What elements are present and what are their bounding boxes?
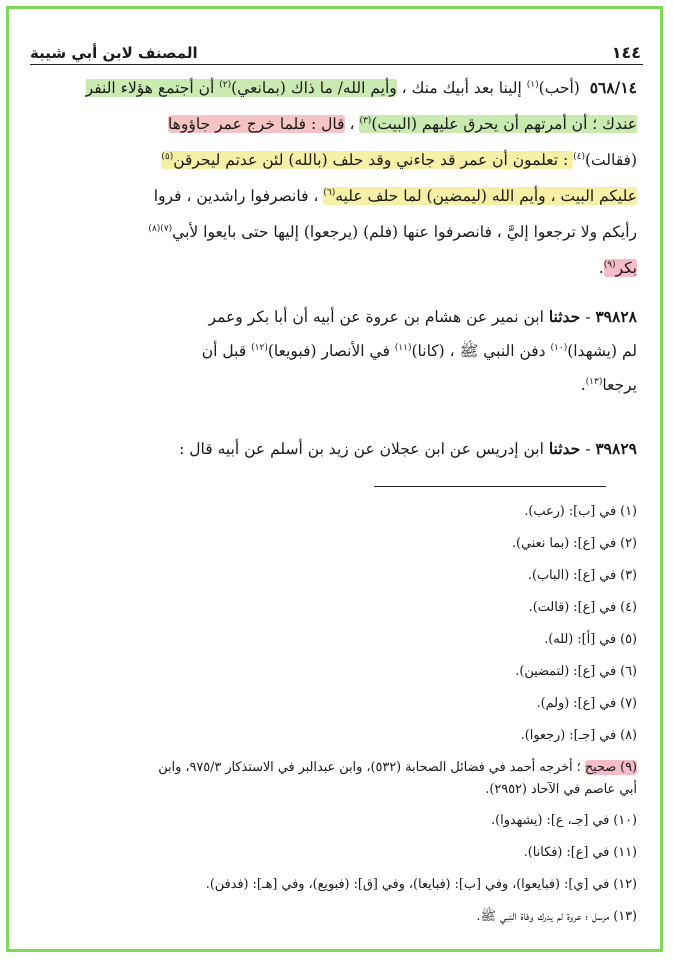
volume-page-ref: ٥٦٨/١٤ — [589, 78, 637, 97]
footnote-5: (٥) في [أ]: (لله). — [544, 632, 637, 647]
footnote-10: (١٠) في [جـ، ع]: (يشهدوا). — [491, 813, 637, 828]
footnote-1: (١) في [ب]: (رعب). — [524, 504, 637, 519]
dash: - — [580, 440, 596, 458]
highlight-yellow — [323, 187, 637, 205]
highlight-pink: (٩) صحيح — [584, 760, 637, 775]
footnote-13: (١٣) مرسل ؛ عروة لم يدرك وفاة النبي ﷺ. — [476, 909, 637, 924]
footnote-marker: (١) — [526, 79, 539, 90]
footnote-marker: (٦) — [323, 187, 336, 198]
footnote-marker: (٩) — [603, 259, 616, 270]
footnotes — [34, 496, 637, 933]
highlight-pink — [604, 259, 637, 277]
main-paragraph: ٥٦٨/١٤ (أحب)$^{(١)}$ إلينا بعد أبيك منك ، وأيم الله/ ما ذاك (بمانعي)$^{(٢)}$ أن أجتمع هؤلاء النفر عندك ؛ أن أمرتهم أن يحرق عليهم (البيت)$^{(٣)}$ ، قال : فلما خرج عمر جاؤوها (فقالت)$^{(٤)}$ : تعلمون أن عمر قد جاءني وقد حلف (بالله) لئن عدتم ليحرقن$^{(٥)}$ عليكم البيت ، وأيم الله (ليمضين) لما حلف عليه$^{(٦)}$ ، فانصرفوا راشدين ، فروا رأيكم ولا ترجعوا إليَّ ، فانصرفوا عنها (فلم) (يرجعوا) إليها حتى بايعوا لأبي$^{(٧)(٨)}$ بكر$^{(٩)}$. — [85, 78, 637, 277]
main-text — [34, 70, 637, 286]
footnote-marker: (١٢) — [251, 342, 268, 353]
text-segment: قبل أن — [201, 342, 252, 360]
footnote-12: (١٢) في [ي]: (فبايعوا)، وفي [ب]: (فبايعا)، وفي [ق]: (فبويع)، وفي [هـ]: (فدفن). — [205, 877, 637, 892]
text-segment: يرجعا — [602, 376, 637, 394]
narration-keyword: حدثنا — [548, 307, 581, 326]
hadith-number: ٣٩٨٢٩ — [595, 439, 637, 458]
text-segment: ابن نمير عن هشام بن عروة عن أبيه أن أبا بكر وعمر — [208, 308, 549, 326]
footnote-3: (٣) في [ع]: (الباب). — [527, 568, 637, 583]
footnote-marker: (١٠) — [550, 342, 568, 353]
footnote-marker: (١٣) — [585, 376, 603, 387]
footnote-8: (٨) في [جـ]: (رجعوا). — [520, 728, 637, 743]
footnote-marker: (٧) — [160, 223, 173, 234]
text-segment: وأيم الله/ ما ذاك (بمانعي) — [231, 79, 397, 97]
footnote-4: (٤) في [ع]: (قالت). — [528, 600, 637, 615]
book-title: المصنف لابن أبي شيبة — [30, 44, 198, 62]
text-segment: (فقالت) — [584, 151, 637, 169]
header-rule — [30, 64, 643, 65]
text-segment: في الأنصار (فبويعا) — [267, 342, 395, 360]
footnote-9 — [34, 752, 637, 805]
footnote-rule — [374, 486, 606, 487]
hadith-number: ٣٩٨٢٨ — [595, 307, 637, 326]
text-segment: ، فانصرفوا راشدين ، فروا — [153, 187, 324, 205]
footnote-marker: (٨) — [148, 223, 161, 234]
dash: - — [580, 308, 596, 326]
footnote-6: (٦) في [ع]: (لتمضين). — [515, 664, 637, 679]
text-segment: أن أجتمع هؤلاء النفر — [85, 79, 220, 97]
footnote-11: (١١) في [ع]: (فكانا). — [523, 845, 637, 860]
page-header — [30, 32, 641, 62]
footnote-marker: (٢) — [219, 79, 232, 90]
text-segment: (أحب) — [538, 79, 580, 97]
text-segment: إلينا بعد أبيك منك ، — [396, 79, 527, 97]
narration-keyword: حدثنا — [548, 439, 581, 458]
text-segment: ؛ أخرجه أحمد في فضائل الصحابة (٥٣٢)، وابن عبدالبر في الاستذكار ٩٧٥/٣، وابن — [158, 760, 585, 775]
text-segment: لم (يشهدا) — [567, 342, 637, 360]
text-segment: ابن إدريس عن ابن عجلان عن زيد بن أسلم عن أبيه قال : — [179, 440, 549, 458]
text-segment: رأيكم ولا ترجعوا إليَّ ، فانصرفوا عنها (فلم) (يرجعوا) إليها حتى بايعوا لأبي — [172, 223, 637, 241]
hadith-39828: ٣٩٨٢٨ - حدثنا ابن نمير عن هشام بن عروة عن أبيه أن أبا بكر وعمر لم (يشهدا)$^{(١٠)}$ دفن النبي ﷺ ، (كانا)$^{(١١)}$ في الأنصار (فبويعا)$^{(١٢)}$ قبل أن يرجعا$^{(١٣)}$. — [201, 307, 637, 394]
text-segment: أبي عاصم في الآحاد (٢٩٥٢). — [485, 782, 637, 797]
highlight-red: قال : فلما خرج عمر جاؤوها — [168, 115, 345, 133]
footnote-2: (٢) في [ع]: (بما نعني). — [511, 536, 637, 551]
footnote-marker: (٣) — [359, 115, 372, 126]
hadith-39829 — [34, 432, 637, 466]
highlight-yellow — [161, 151, 573, 169]
text-segment: دفن النبي ﷺ ، (كانا) — [411, 342, 551, 360]
text-segment: بكر — [615, 259, 637, 277]
footnote-marker: (٤) — [573, 151, 585, 162]
footnote-marker: (١١) — [394, 342, 412, 353]
text-segment: ، — [344, 115, 360, 133]
text-segment: : تعلمون أن عمر قد جاءني وقد حلف (بالله) لئن عدتم ليحرقن — [173, 151, 574, 169]
text-segment: عليكم البيت ، وأيم الله (ليمضين) لما حلف عليه — [335, 187, 637, 205]
footnote-marker: (٥) — [161, 151, 174, 162]
text-segment: عندك ؛ أن أمرتهم أن يحرق عليهم (البيت) — [371, 115, 637, 133]
page-number: ١٤٤ — [611, 43, 641, 62]
footnote-7: (٧) في [ع]: (ولم). — [536, 696, 637, 711]
